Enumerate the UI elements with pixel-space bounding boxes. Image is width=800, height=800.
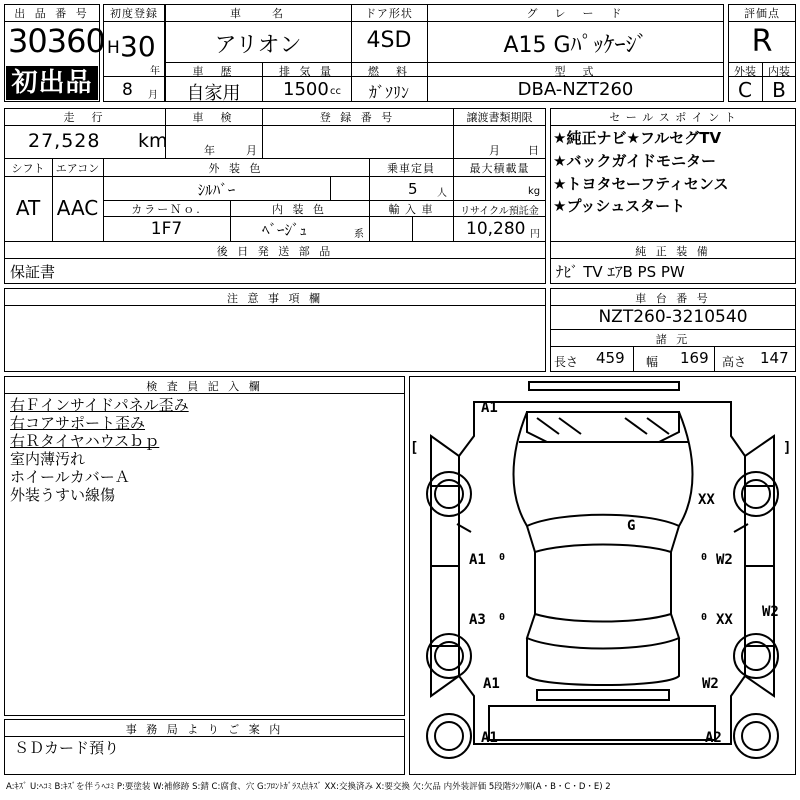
colorno-value: 1F7 (150, 219, 183, 239)
model-label: 型 式 (554, 65, 597, 78)
mark-right-rear-quarter: W2 (702, 676, 719, 692)
mileage-unit: km (138, 130, 168, 152)
color-value: ｼﾙﾊﾞｰ (197, 181, 236, 199)
inspector-line: 右Ｆインサイドパネル歪み (10, 396, 189, 414)
height-label: 高さ (722, 355, 747, 369)
mark-rear-bumper-left: A1 (481, 730, 498, 746)
mark-hood: G (627, 518, 636, 534)
reg-year-unit: 年 (150, 66, 160, 77)
chassis-label: 車 台 番 号 (635, 292, 711, 305)
notes-label: 注 意 事 項 欄 (227, 292, 323, 305)
score-label: 評価点 (744, 7, 780, 20)
reg-no-label: 登 録 番 号 (319, 111, 396, 124)
interior-color-value: ﾍﾞｰｼﾞｭ (262, 221, 308, 239)
displacement-label: 排 気 量 (279, 65, 334, 78)
door-value: 4SD (366, 28, 412, 53)
width-value: 169 (680, 349, 709, 367)
inspector-line: 右Ｒタイヤハウスｂｐ (10, 432, 160, 450)
chassis-value: NZT260-3210540 (598, 307, 748, 327)
fuel-label: 燃 料 (368, 65, 410, 78)
score-value: R (751, 24, 773, 59)
delivery-label: 後 日 発 送 部 品 (216, 245, 334, 258)
mark-zero-left-1: 0 (499, 552, 506, 563)
inspector-line: 室内薄汚れ (10, 450, 86, 468)
colorno-label: カラーＮｏ. (131, 203, 202, 216)
bracket-left-mark: [ (410, 440, 419, 456)
delivery-value: 保証書 (10, 263, 56, 281)
mark-left-front-fender: A1 (469, 552, 486, 568)
load-unit: kg (528, 186, 541, 197)
reg-era: H (107, 38, 120, 58)
reg-label: 初度登録 (110, 7, 158, 20)
mark-front-bumper: A1 (481, 400, 498, 416)
capacity-label: 乗車定員 (387, 162, 435, 175)
reg-month: 8 (122, 80, 133, 100)
lot-number-label: 出 品 番 号 (14, 7, 90, 20)
grade-value: A15 Gﾊﾟｯｹｰｼﾞ (503, 33, 648, 58)
shift-value: AT (15, 196, 41, 220)
mark-left-front-door: A3 (469, 612, 486, 628)
mark-right-front-door: W2 (716, 552, 733, 568)
inspection-month-unit: 月 (246, 144, 257, 157)
car-name-label: 車 名 (230, 7, 286, 20)
car-diagram (409, 376, 796, 775)
import-label: 輸 入 車 (388, 203, 434, 216)
model-value: DBA-NZT260 (517, 79, 634, 100)
exterior-value: C (738, 78, 752, 102)
office-value: ＳＤカード預り (14, 739, 120, 757)
fuel-value: ｶﾞｿﾘﾝ (368, 83, 409, 102)
exterior-label: 外装 (734, 65, 756, 78)
inspection-year-unit: 年 (204, 144, 215, 157)
height-value: 147 (760, 349, 789, 367)
mark-zero-left-2: 0 (499, 612, 506, 623)
inspection-label: 車 検 (192, 111, 235, 124)
car-name: アリオン (214, 33, 302, 58)
first-listing-badge: 初出品 (6, 66, 98, 100)
transfer-day-unit: 日 (528, 144, 539, 157)
office-label: 事 務 局 よ り ご 案 内 (125, 723, 284, 736)
ac-label: エアコン (55, 162, 100, 175)
sales-point-item: ★トヨタセーフティセンス (553, 175, 729, 193)
transfer-month-unit: 月 (489, 144, 500, 157)
reg-year: 30 (120, 30, 156, 63)
displacement-unit: cc (330, 86, 341, 97)
interior-color-label: 内 装 色 (272, 203, 327, 216)
displacement-value: 1500 (283, 79, 329, 100)
mileage-label: 走 行 (63, 111, 106, 124)
length-label: 長さ (554, 355, 579, 369)
mark-right-rear-door: XX (716, 612, 733, 628)
color-label: 外 装 色 (208, 162, 264, 175)
legend-text: A:ｷｽﾞ U:ﾍｺﾐ B:ｷｽﾞを伴うﾍｺﾐ P:要塗装 W:補修跡 S:錆 C:腐食、穴 G:ﾌﾛﾝﾄｶﾞﾗｽ点ｷｽﾞ XX:交換済み X:要交換 欠:欠品 内外装評価 5段階ﾗﾝｸ順(A・B・C・D・E) 2 (6, 782, 611, 792)
transfer-label: 譲渡書類期限 (466, 111, 533, 124)
lot-number: 30360 (8, 22, 105, 60)
history-label: 車 歴 (192, 65, 235, 78)
equipment-value: ﾅﾋﾞ TV ｴｱB PS PW (556, 263, 685, 281)
recycle-unit: 円 (530, 229, 540, 240)
sales-point-item: ★バックガイドモニター (553, 152, 716, 170)
capacity-unit: 人 (437, 188, 447, 199)
interior-label: 内装 (768, 65, 790, 78)
recycle-value: 10,280 (466, 219, 526, 239)
door-label: ドア形状 (365, 7, 413, 20)
recycle-label: リサイクル預託金 (460, 206, 539, 217)
capacity-value: 5 (408, 180, 418, 198)
width-label: 幅 (646, 355, 659, 369)
interior-value: B (772, 78, 786, 102)
inspector-line: 右コアサポート歪み (10, 414, 146, 432)
ac-value: AAC (56, 196, 99, 220)
sales-point-item: ★プッシュスタート (553, 197, 686, 215)
reg-month-unit: 月 (148, 90, 158, 101)
history-value: 自家用 (186, 83, 241, 104)
mark-zero-right-2: 0 (701, 612, 708, 623)
mark-right-side-panel: W2 (762, 604, 779, 620)
bracket-right-mark: ] (783, 440, 792, 456)
mark-left-rear-quarter: A1 (483, 676, 500, 692)
inspector-label: 検 査 員 記 入 欄 (146, 380, 263, 393)
equipment-label: 純 正 装 備 (635, 245, 711, 258)
interior-color-unit: 系 (354, 229, 364, 240)
sales-points-label: セ ー ル ス ポ イ ン ト (609, 111, 737, 124)
length-value: 459 (596, 349, 625, 367)
grade-label: グ レ ー ド (526, 7, 625, 20)
dimensions-label: 諸 元 (655, 333, 691, 346)
inspector-line: 外装うすい線傷 (10, 486, 116, 504)
sales-point-item: ★純正ナビ★フルセグTV (553, 129, 722, 147)
mark-rear-bumper-right: A2 (705, 730, 722, 746)
load-label: 最大積載量 (469, 162, 530, 175)
inspector-line: ホイールカバーＡ (10, 468, 130, 486)
mark-zero-right-1: 0 (701, 552, 708, 563)
mileage-value: 27,528 (28, 130, 101, 152)
mark-right-front-fender: XX (698, 492, 715, 508)
shift-label: シフト (11, 162, 45, 175)
